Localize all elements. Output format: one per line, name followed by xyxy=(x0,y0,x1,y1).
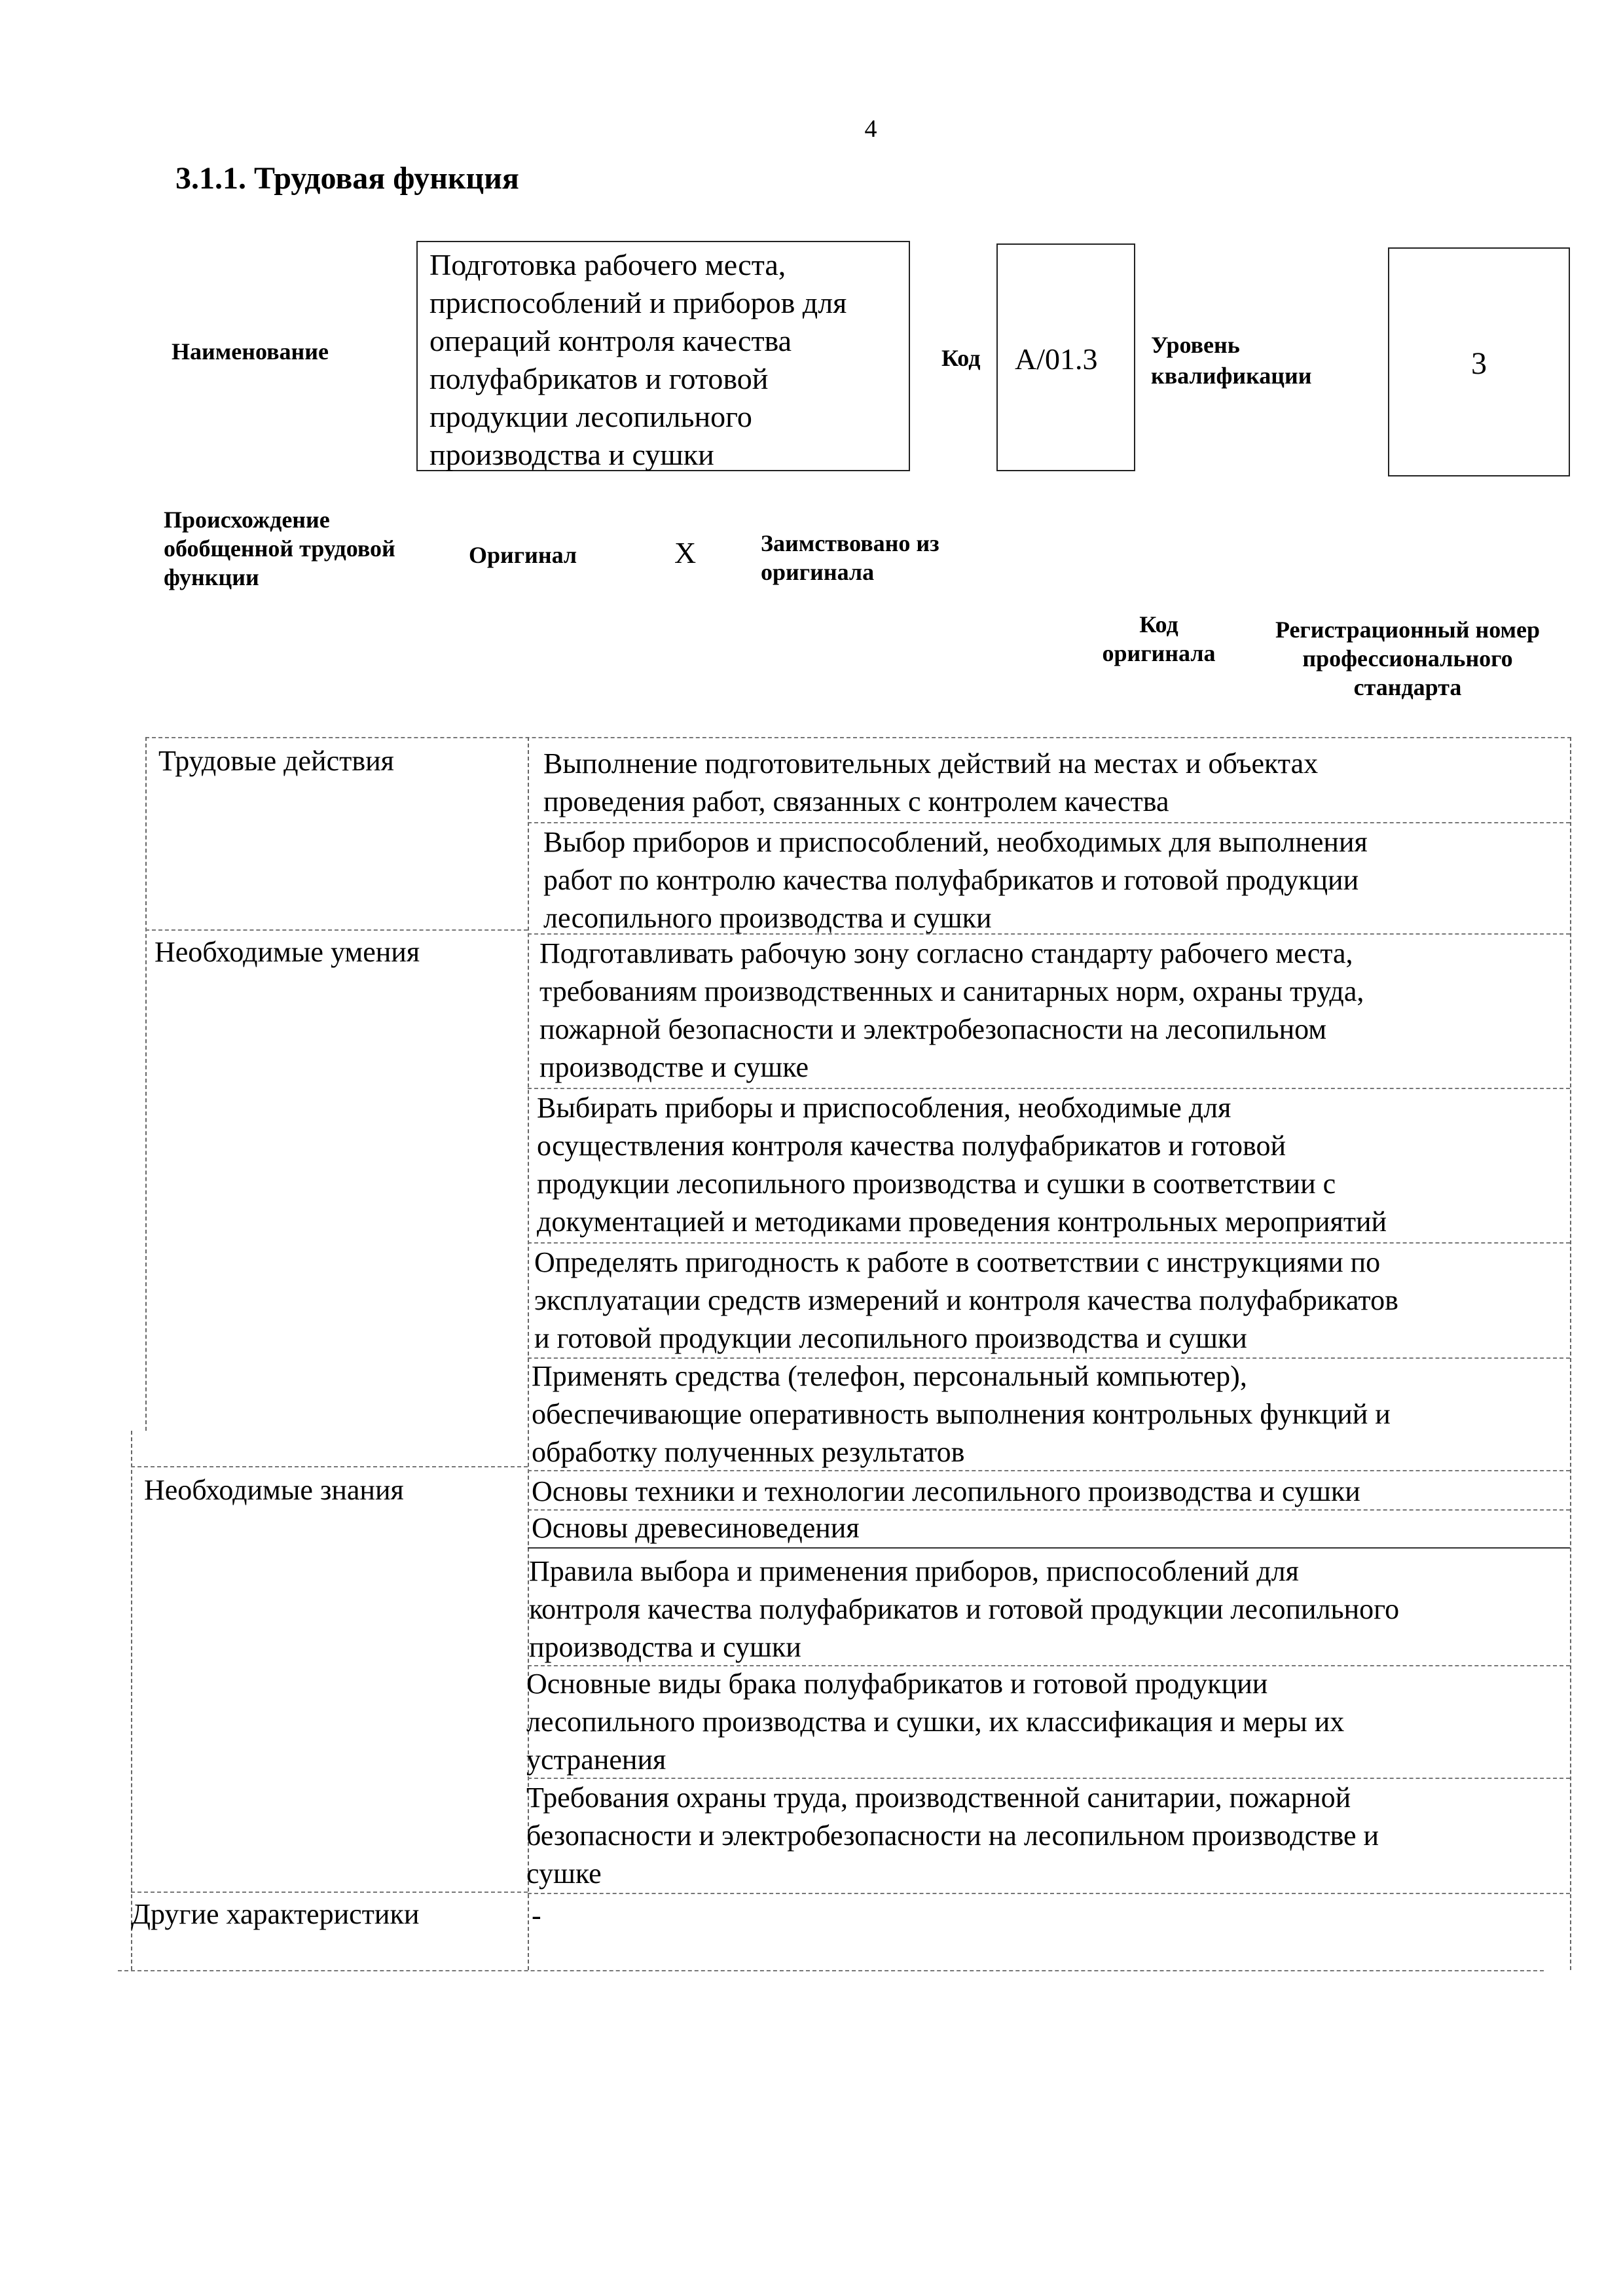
name-line: Подготовка рабочего места, xyxy=(429,248,786,281)
knowledge-label: Необходимые знания xyxy=(144,1474,404,1506)
knowledge-item: Основы древесиноведения xyxy=(532,1512,860,1544)
text-line: лесопильного производства и сушки xyxy=(543,902,992,934)
skill-item xyxy=(534,1244,1398,1357)
borrowed-label-2: оригинала xyxy=(761,559,875,585)
level-label-1: Уровень xyxy=(1151,332,1240,358)
text-line: и готовой продукции лесопильного производства и сушки xyxy=(534,1322,1247,1354)
other-value: - xyxy=(532,1899,541,1931)
text-line: документацией и методиками проведения контрольных мероприятий xyxy=(537,1206,1387,1238)
text-line: проведения работ, связанных с контролем качества xyxy=(543,785,1169,817)
text-line: Подготавливать рабочую зону согласно стандарту рабочего места, xyxy=(539,937,1353,969)
name-line: операций контроля качества xyxy=(429,324,792,357)
name-box xyxy=(416,241,910,471)
level-value: 3 xyxy=(1471,346,1487,381)
code-original-label xyxy=(1080,610,1237,668)
text-line: контроля качества полуфабрикатов и готовой продукции лесопильного xyxy=(529,1593,1400,1625)
section-separator xyxy=(131,1466,528,1467)
text-line: пожарной безопасности и электробезопасности на лесопильном xyxy=(539,1013,1327,1045)
table-left-border xyxy=(145,737,147,1431)
row-separator xyxy=(528,1470,1570,1471)
table-top-border xyxy=(145,737,1571,738)
level-label-2: квалификации xyxy=(1151,363,1312,389)
text-line: осуществления контроля качества полуфабрикатов и готовой xyxy=(537,1130,1286,1162)
text-line: обработку полученных результатов xyxy=(532,1436,965,1468)
original-label: Оригинал xyxy=(469,542,577,568)
labor-actions-label: Трудовые действия xyxy=(158,745,394,777)
code-original-1: Код xyxy=(1139,611,1178,637)
borrowed-label-1: Заимствовано из xyxy=(761,530,939,556)
name-label: Наименование xyxy=(172,338,329,365)
level-box xyxy=(1388,247,1570,476)
text-line: обеспечивающие оперативность выполнения контрольных функций и xyxy=(532,1398,1391,1430)
reg-number-3: стандарта xyxy=(1353,674,1462,700)
table-right-border xyxy=(1570,737,1571,1970)
code-box xyxy=(996,243,1135,471)
code-label: Код xyxy=(941,345,981,371)
knowledge-item: Основы техники и технологии лесопильного производства и сушки xyxy=(532,1475,1360,1507)
origin-label-2: обобщенной трудовой xyxy=(164,535,395,562)
reg-number-2: профессионального xyxy=(1302,645,1513,672)
text-line: Выполнение подготовительных действий на местах и объектах xyxy=(543,747,1319,780)
text-line: Применять средства (телефон, персональный компьютер), xyxy=(532,1360,1247,1392)
text-line: производстве и сушке xyxy=(539,1051,809,1083)
name-value xyxy=(429,246,847,474)
text-line: продукции лесопильного производства и сушки в соответствии с xyxy=(537,1168,1336,1200)
origin-label-3: функции xyxy=(164,564,259,590)
name-line: производства и сушки xyxy=(429,438,714,471)
section-separator xyxy=(131,1892,528,1893)
section-title: 3.1.1. Трудовая функция xyxy=(175,161,519,196)
original-mark: X xyxy=(674,536,697,569)
text-line: требованиям производственных и санитарных норм, охраны труда, xyxy=(539,975,1364,1007)
text-line: Выбор приборов и приспособлений, необходимых для выполнения xyxy=(543,826,1368,858)
text-line: производства и сушки xyxy=(529,1631,801,1663)
table-left-border-lower xyxy=(131,1431,132,1970)
reg-number-1: Регистрационный номер xyxy=(1275,617,1541,643)
text-line: Определять пригодность к работе в соответствии с инструкциями по xyxy=(534,1246,1381,1278)
text-line: Требования охраны труда, производственной санитарии, пожарной xyxy=(526,1782,1351,1814)
section-separator xyxy=(145,929,528,931)
text-line: эксплуатации средств измерений и контроля качества полуфабрикатов xyxy=(534,1284,1398,1316)
row-separator xyxy=(528,1893,1570,1894)
skill-item xyxy=(532,1357,1391,1471)
text-line: Выбирать приборы и приспособления, необходимые для xyxy=(537,1092,1231,1124)
name-line: продукции лесопильного xyxy=(429,400,752,433)
row-separator xyxy=(528,1547,1570,1549)
origin-label xyxy=(164,505,395,592)
text-line: Основные виды брака полуфабрикатов и готовой продукции xyxy=(526,1668,1268,1700)
other-label: Другие характеристики xyxy=(131,1898,420,1930)
name-line: приспособлений и приборов для xyxy=(429,286,847,319)
table-bottom-border xyxy=(118,1970,1544,1971)
text-line: работ по контролю качества полуфабрикатов и готовой продукции xyxy=(543,864,1359,896)
reg-number-label xyxy=(1257,615,1558,702)
knowledge-item xyxy=(526,1779,1379,1893)
knowledge-item xyxy=(529,1552,1399,1666)
code-original-2: оригинала xyxy=(1102,640,1216,666)
knowledge-item xyxy=(526,1665,1344,1779)
origin-label-1: Происхождение xyxy=(164,507,330,533)
labor-action-item xyxy=(543,745,1318,821)
text-line: лесопильного производства и сушки, их классификация и меры их xyxy=(526,1706,1345,1738)
labor-action-item xyxy=(543,823,1368,937)
name-line: полуфабрикатов и готовой xyxy=(429,362,769,395)
text-line: устранения xyxy=(526,1744,666,1776)
text-line: Правила выбора и применения приборов, приспособлений для xyxy=(529,1555,1299,1587)
skills-label: Необходимые умения xyxy=(155,936,420,968)
code-value: A/01.3 xyxy=(1015,342,1098,376)
text-line: сушке xyxy=(526,1857,602,1890)
skill-item xyxy=(539,935,1364,1086)
borrowed-label xyxy=(761,529,939,586)
page-number: 4 xyxy=(864,115,877,143)
text-line: безопасности и электробезопасности на лесопильном производстве и xyxy=(526,1820,1379,1852)
skill-item xyxy=(537,1089,1387,1241)
